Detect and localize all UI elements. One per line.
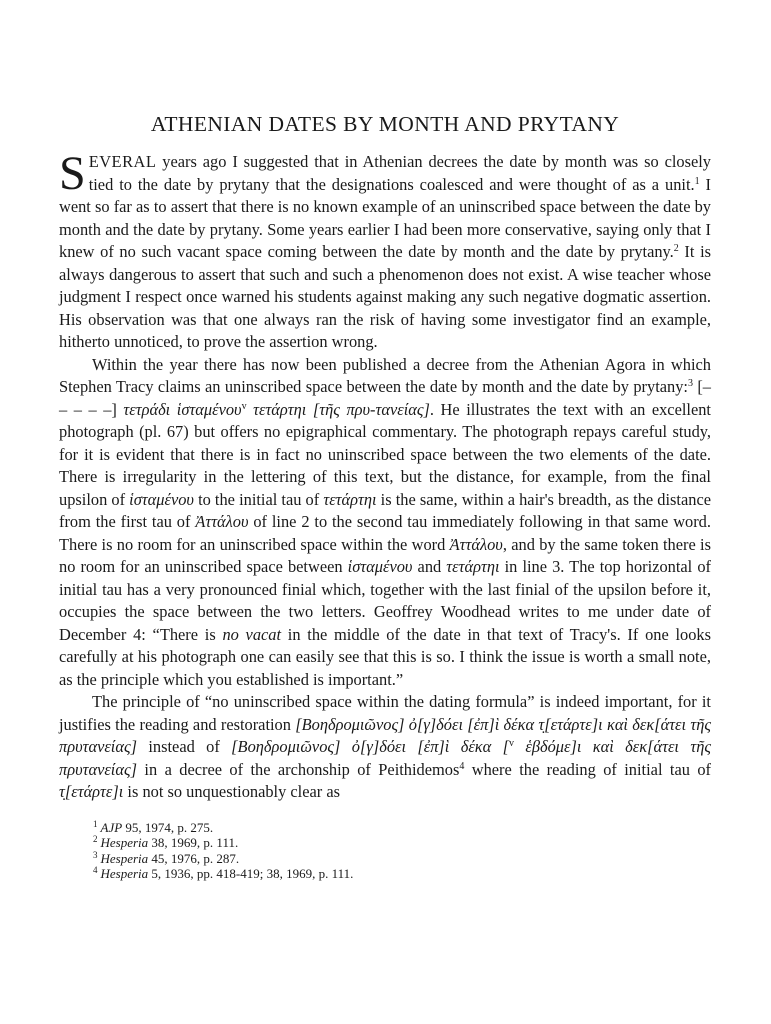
footnote-ref[interactable]: 3 bbox=[687, 378, 693, 389]
footnote-ref[interactable]: 2 bbox=[673, 243, 679, 254]
greek-text: [τῆς πρυ-τανείας] bbox=[312, 399, 430, 419]
footnote-3: $^3$ Hesperia 45, 1976, p. 287. bbox=[93, 849, 240, 866]
text: [– – – – –] bbox=[59, 377, 711, 419]
footnotes bbox=[59, 820, 711, 882]
paragraph-3 bbox=[59, 691, 711, 804]
footnote-ref[interactable]: 1 bbox=[694, 175, 700, 187]
greek-text: τετάρτηι bbox=[323, 489, 377, 509]
text: I went so far as to assert that there is no known example of an uninscribed space between the date by month and the date by prytany. Some years earlier I had been more conservative, saying only that I knew of no such vacant space coming between the date by month and the date by prytany. bbox=[59, 174, 711, 261]
text: , and by the same token there is no room for an uninscribed space between bbox=[59, 534, 711, 576]
text: The principle of “no uninscribed space within the dating formula” is indeed important, for it justifies the reading and restoration bbox=[59, 692, 711, 734]
greek-text: τ̣[ετάρτε]ι bbox=[59, 782, 124, 801]
lead-word: EVERAL bbox=[88, 152, 157, 171]
greek-text: [Βοηδρομιῶνος] ὀ[γ]δόει [ἐπ]ὶ δέκα τ̣[ετάρτε]ι καὶ δεκ[άτει τῆς πρυτανείας] bbox=[59, 714, 711, 756]
footnote-2: $^2$ Hesperia 38, 1969, p. 111. bbox=[93, 834, 239, 850]
text: is not so unquestionably clear as bbox=[123, 782, 340, 801]
footnote-4: $^4$ Hesperia 5, 1936, pp. 418-419; 38, 1969, p. 111. bbox=[93, 865, 354, 881]
text: instead of bbox=[137, 737, 232, 756]
paragraph-2 bbox=[59, 354, 711, 692]
text: Within the year there has now been published a decree from the Athenian Agora in which Stephen Tracy claims an uninscribed space between the date by month and the date by prytany: bbox=[59, 354, 711, 396]
footnote-ref[interactable]: 4 bbox=[459, 760, 465, 772]
greek-text: τετάρτηι bbox=[446, 557, 500, 576]
page bbox=[59, 112, 711, 882]
italic-text: no vacat bbox=[222, 624, 282, 644]
drop-cap: S bbox=[59, 147, 86, 200]
footnote-1: $^1$ AJP 95, 1974, p. 275. bbox=[93, 818, 214, 835]
vacat-mark: v bbox=[509, 738, 515, 749]
vacat-mark: v bbox=[241, 400, 247, 412]
text: and bbox=[412, 557, 447, 576]
greek-text: [Βοηδρομιῶνος] ὀ[γ]δόει [ἐπ]ὶ δέκα [ bbox=[231, 737, 510, 756]
paragraph-1 bbox=[59, 147, 711, 354]
greek-text: ἱσταμένου bbox=[347, 557, 413, 576]
text: It is always dangerous to assert that such and such a phenomenon does not exist. A wise teacher whose judgment I respect once warned his students against making any such negative dogmatic assertion. His observation was that one always ran the risk of having some investigator find an example, hitherto unnoticed, to prove the assertion wrong. bbox=[59, 242, 711, 351]
text: of line 2 to the second tau immediately following in that same word. There is no room for an uninscribed space within the word bbox=[59, 512, 711, 554]
text: in the middle of the date in that text of Tracy's. If one looks carefully at his photograph one can easily see that this is so. I think the issue is worth a small note, as the principle which you established is important.” bbox=[59, 624, 711, 689]
greek-text: τετράδι ἱσταμένου bbox=[123, 399, 242, 419]
greek-text: ἑβδόμε]ι καὶ δεκ[άτει τῆς πρυτανείας] bbox=[59, 737, 711, 779]
text: years ago I suggested that in Athenian decrees the date by month was so closely tied to the date by prytany that the designations coalesced and were thought of as a unit. bbox=[88, 152, 711, 194]
text: to the initial tau of bbox=[193, 489, 324, 509]
text: is the same, within a hair's breadth, as the distance from the first tau of bbox=[59, 489, 712, 531]
greek-text: Ἀττάλου bbox=[449, 534, 503, 554]
text: . He illustrates the text with an excellent photograph (pl. 67) but offers no epigraphical commentary. The photograph repays careful study, for it is evident that there is in fact no uninscribed space between the two elements of the date. There is irregularity in the lettering of this text, but the distance, for example, from the final upsilon of bbox=[59, 399, 711, 509]
greek-text: Ἀττάλου bbox=[195, 512, 249, 531]
article-title: ATHENIAN DATES BY MONTH AND PRYTANY bbox=[150, 112, 620, 136]
text: in line 3. The top horizontal of initial tau has a very pronounced finial which, together with the last finial of the upsilon before it, occupies the space between the two letters. Geoffrey Woodhead writes to me under date of December 4: “There is bbox=[59, 557, 711, 644]
text: where the reading of initial tau of bbox=[464, 759, 711, 779]
greek-text: ἱσταμένου bbox=[129, 489, 194, 509]
text: in a decree of the archonship of Peithidemos bbox=[137, 759, 460, 779]
greek-text: τετάρτηι bbox=[246, 399, 313, 419]
